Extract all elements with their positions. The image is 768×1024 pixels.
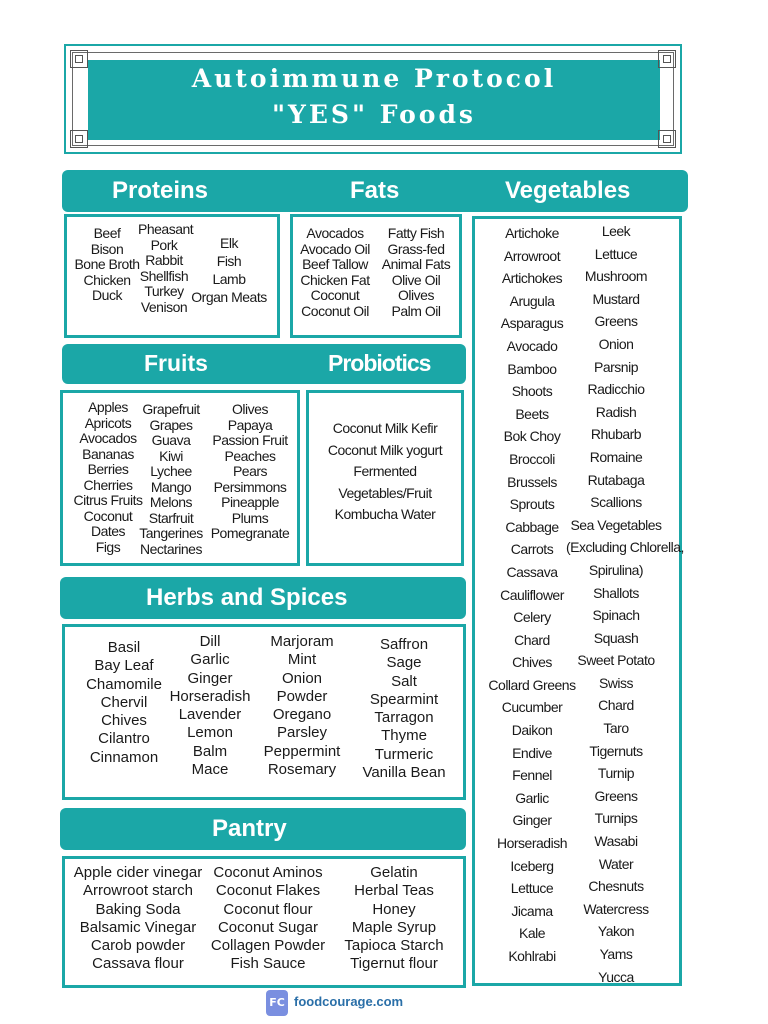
food-item: Tapioca Starch [344,937,444,955]
food-item: Endive [512,744,552,761]
food-item: Coconut Sugar [217,918,319,936]
food-item: Starfruit [148,509,194,526]
food-item: Duck [92,287,122,303]
corner-ornament [658,50,676,68]
food-item: Parsnip [594,358,638,375]
food-item: Leek [601,223,631,239]
food-item: Chicken [83,271,131,288]
food-item: Elk [220,235,238,251]
food-item: Fish Sauce [230,955,306,973]
food-item: Olive Oil [391,271,441,288]
food-item: Wasabi [594,833,638,850]
food-item: Arrowroot starch [82,882,194,900]
food-item: Fennel [512,767,552,784]
food-item: Turnips [594,810,638,827]
food-item: Iceberg [510,857,554,874]
fats-col1 [296,226,374,319]
food-item: Rutabaga [587,471,645,488]
proteins-col3 [186,234,272,306]
vegetables-heading: Vegetables [505,177,631,204]
fruits-heading: Fruits [144,350,208,376]
food-item: Mustard [592,290,640,307]
food-item: Olives [232,401,268,417]
food-item: Beets [515,405,549,422]
food-item: Turmeric [374,745,434,763]
fats-heading: Fats [350,177,400,204]
food-item: Salt [391,672,417,690]
food-item: Honey [372,900,416,918]
food-item: Bok Choy [503,428,561,445]
food-item: Greens [594,313,638,330]
food-item: Balm [192,742,228,760]
food-item: Grapes [149,416,193,433]
pantry-col1 [68,864,208,974]
food-item: Coconut Oil [301,302,369,319]
food-item: Horseradish [169,687,251,705]
food-item: Chives [512,654,552,671]
food-item: Olives [398,287,434,303]
food-item: Lamb [212,271,246,287]
food-item: Apples [88,399,128,415]
food-item: Palm Oil [391,302,441,319]
food-item: Sprouts [509,496,555,513]
food-item: Carob powder [90,937,186,955]
food-item: Radicchio [587,381,645,398]
food-item: Lettuce [594,245,638,262]
food-item: Arugula [509,292,555,309]
herbs-col3 [256,633,348,779]
food-item: Cabbage [505,518,559,535]
food-item: Mint [287,651,317,669]
food-item: Vanilla Bean [362,764,446,782]
food-item: Watercress [583,900,649,917]
food-item: Apple cider vinegar [73,864,203,881]
food-item: Grass-fed [387,240,445,257]
food-item: Herbal Teas [354,882,434,900]
food-item: Arrowroot [503,247,561,264]
food-item: Guava [151,432,191,448]
herbs-heading: Herbs and Spices [146,584,348,611]
food-item: Chicken Fat [300,271,370,288]
food-item: Vegetables/Fruit [338,484,432,501]
food-item: Cinnamon [89,748,159,766]
vegetables-col2 [566,220,684,988]
food-item: Tangerines [139,525,203,541]
food-item: Figs [95,538,121,555]
food-item: Papaya [227,416,273,433]
food-item: Mushroom [584,268,648,285]
herbs-col4 [356,636,452,782]
food-item: Animal Fats [381,256,451,272]
food-item: Spearmint [369,690,439,708]
food-item: Balsamic Vinegar [79,918,197,936]
foodcourage-logo-icon: FC [266,990,288,1016]
food-item: Carrots [510,541,554,558]
food-item: Swiss [598,674,634,691]
food-item: Marjoram [270,633,334,650]
corner-ornament [70,130,88,148]
food-item: Pineapple [221,494,279,510]
pantry-heading: Pantry [212,815,287,842]
food-item: Plums [231,509,269,526]
food-item: Artichokes [501,270,563,287]
food-item: Turnip [597,765,635,782]
food-item: Pears [232,463,268,479]
food-item: Yakon [597,923,635,940]
section-header-bar [62,170,688,212]
food-item: Coconut Flakes [215,882,321,900]
food-item: Bananas [82,445,134,462]
probiotics-heading: Probiotics [328,350,431,376]
food-item: Jicama [511,902,553,919]
food-item: Collard Greens [488,676,576,693]
food-item: Chamomile [86,675,162,693]
page-title-line1: Autoimmune Protocol [191,64,557,93]
food-item: Spinach [592,607,640,624]
food-item: Mango [150,478,192,495]
proteins-col2 [138,221,194,315]
food-item: Pork [150,236,178,253]
food-item: Celery [513,609,551,626]
food-item: Persimmons [213,478,287,495]
food-item: Sea Vegetables [570,516,662,533]
food-item: Ginger [187,669,233,687]
food-item: Chard [514,631,550,648]
food-item: Chesnuts [588,878,644,895]
food-item: Kombucha Water [334,506,436,522]
fats-col2 [378,226,454,319]
food-item: Peaches [224,447,276,464]
pantry-header [60,808,466,850]
food-item: Citrus Fruits [73,492,143,508]
food-item: Lettuce [510,880,554,897]
food-item: Pomegranate [210,525,290,541]
food-item: Coconut [83,507,133,524]
corner-ornament [70,50,88,68]
food-item: Coconut flour [223,900,313,918]
food-item: Yucca [598,968,634,985]
food-item: Cilantro [98,730,150,748]
food-item: Radish [595,403,637,420]
food-item: Sage [386,654,422,672]
food-item: Organ Meats [191,289,267,305]
food-item: (Excluding Chlorella, [566,539,684,556]
food-item: Passion Fruit [212,432,288,448]
food-item: Parsley [276,724,328,742]
food-item: Tarragon [374,709,434,727]
food-item: Collagen Powder [210,937,326,955]
food-item: Cucumber [501,699,563,716]
food-item: Romaine [589,448,643,465]
food-item: Beef Tallow [302,256,368,272]
footer-site-link[interactable]: foodcourage.com [294,994,404,1009]
food-item: Berries [87,461,129,477]
food-item: Avocados [79,430,137,446]
food-item: Coconut [310,287,360,303]
food-item: Garlic [190,651,230,669]
food-item: Mace [191,761,229,779]
food-item: Fish [216,253,242,269]
food-item: Cassava [506,563,558,580]
food-item: Tigernuts [589,742,643,759]
herbs-col1 [76,639,172,767]
food-item: Thyme [381,727,427,745]
proteins-heading: Proteins [112,177,209,204]
food-item: Bison [90,240,124,257]
fruits-col3 [204,402,296,542]
food-item: Baking Soda [95,900,181,918]
food-item: Avocado Oil [300,240,370,257]
food-item: Shallots [593,584,639,601]
food-item: Chives [101,712,147,730]
food-item: Broccoli [509,450,555,467]
food-item: Basil [107,639,141,656]
food-item: Artichoke [505,225,559,241]
food-item: Powder [276,687,328,705]
food-item: Lavender [178,706,242,724]
food-item: Yams [599,946,633,962]
fruits-probiotics-header [62,344,466,384]
food-item: Peppermint [263,742,341,760]
food-item: Chervil [100,693,148,711]
food-item: Bone Broth [74,256,140,272]
food-item: Taro [603,720,629,737]
food-item: Tigernut flour [350,955,438,973]
food-item: Lychee [150,463,192,479]
food-item: Kohlrabi [508,948,556,964]
proteins-col1 [70,226,144,304]
food-item: Maple Syrup [351,918,437,936]
food-item: Onion [281,669,323,687]
corner-ornament [658,130,676,148]
herbs-col2 [164,633,256,779]
food-item: Kale [518,925,546,942]
pantry-col2 [208,864,328,974]
food-item: Saffron [379,636,429,653]
food-item: Shoots [511,383,553,400]
food-item: Grapefruit [142,401,200,417]
food-item: Bamboo [507,360,557,377]
food-item: Cauliflower [500,586,564,603]
food-item: Dill [199,633,221,650]
food-item: Horseradish [497,835,567,852]
food-item: Onion [598,335,634,352]
food-item: Squash [593,629,639,646]
food-item: Water [598,855,634,872]
food-item: Rhubarb [590,426,642,443]
food-item: Dates [90,523,126,539]
food-item: Sweet Potato [577,652,655,669]
fruits-col2 [136,402,206,557]
page-title-line2: "YES" Foods [272,100,476,129]
pantry-col3 [334,864,454,974]
probiotics-list [310,418,460,526]
food-item: Rabbit [145,252,183,268]
food-item: Gelatin [370,864,418,881]
food-item: Spirulina) [588,561,644,578]
food-item: Avocado [506,337,558,354]
food-item: Fermented [353,463,417,479]
food-item: Venison [140,298,188,315]
food-item: Asparagus [500,315,564,332]
food-item: Cassava flour [92,955,184,973]
food-item: Coconut Milk Kefir [332,420,438,436]
food-item: Coconut Milk yogurt [327,441,443,458]
food-item: Bay Leaf [94,657,154,675]
food-item: Garlic [515,789,549,806]
food-item: Chard [598,697,634,714]
food-item: Avocados [306,225,364,241]
food-item: Lemon [187,724,233,742]
food-item: Apricots [84,414,132,431]
food-item: Oregano [272,706,332,724]
food-item: Greens [594,787,638,804]
food-item: Ginger [512,812,552,829]
food-item: Rosemary [267,761,337,779]
food-item: Turkey [144,283,184,299]
herbs-header [60,577,466,619]
food-item: Brussels [507,473,557,490]
food-item: Kiwi [159,447,183,464]
food-item: Shellfish [139,267,189,284]
food-item: Scallions [590,494,642,511]
food-item: Nectarines [140,540,202,557]
food-item: Coconut Aminos [213,864,323,881]
food-item: Melons [149,494,193,510]
food-item: Fatty Fish [387,225,445,241]
food-item: Cherries [83,476,133,493]
food-item: Pheasant [138,221,194,237]
food-item: Beef [93,225,121,241]
food-item: Daikon [511,722,553,739]
